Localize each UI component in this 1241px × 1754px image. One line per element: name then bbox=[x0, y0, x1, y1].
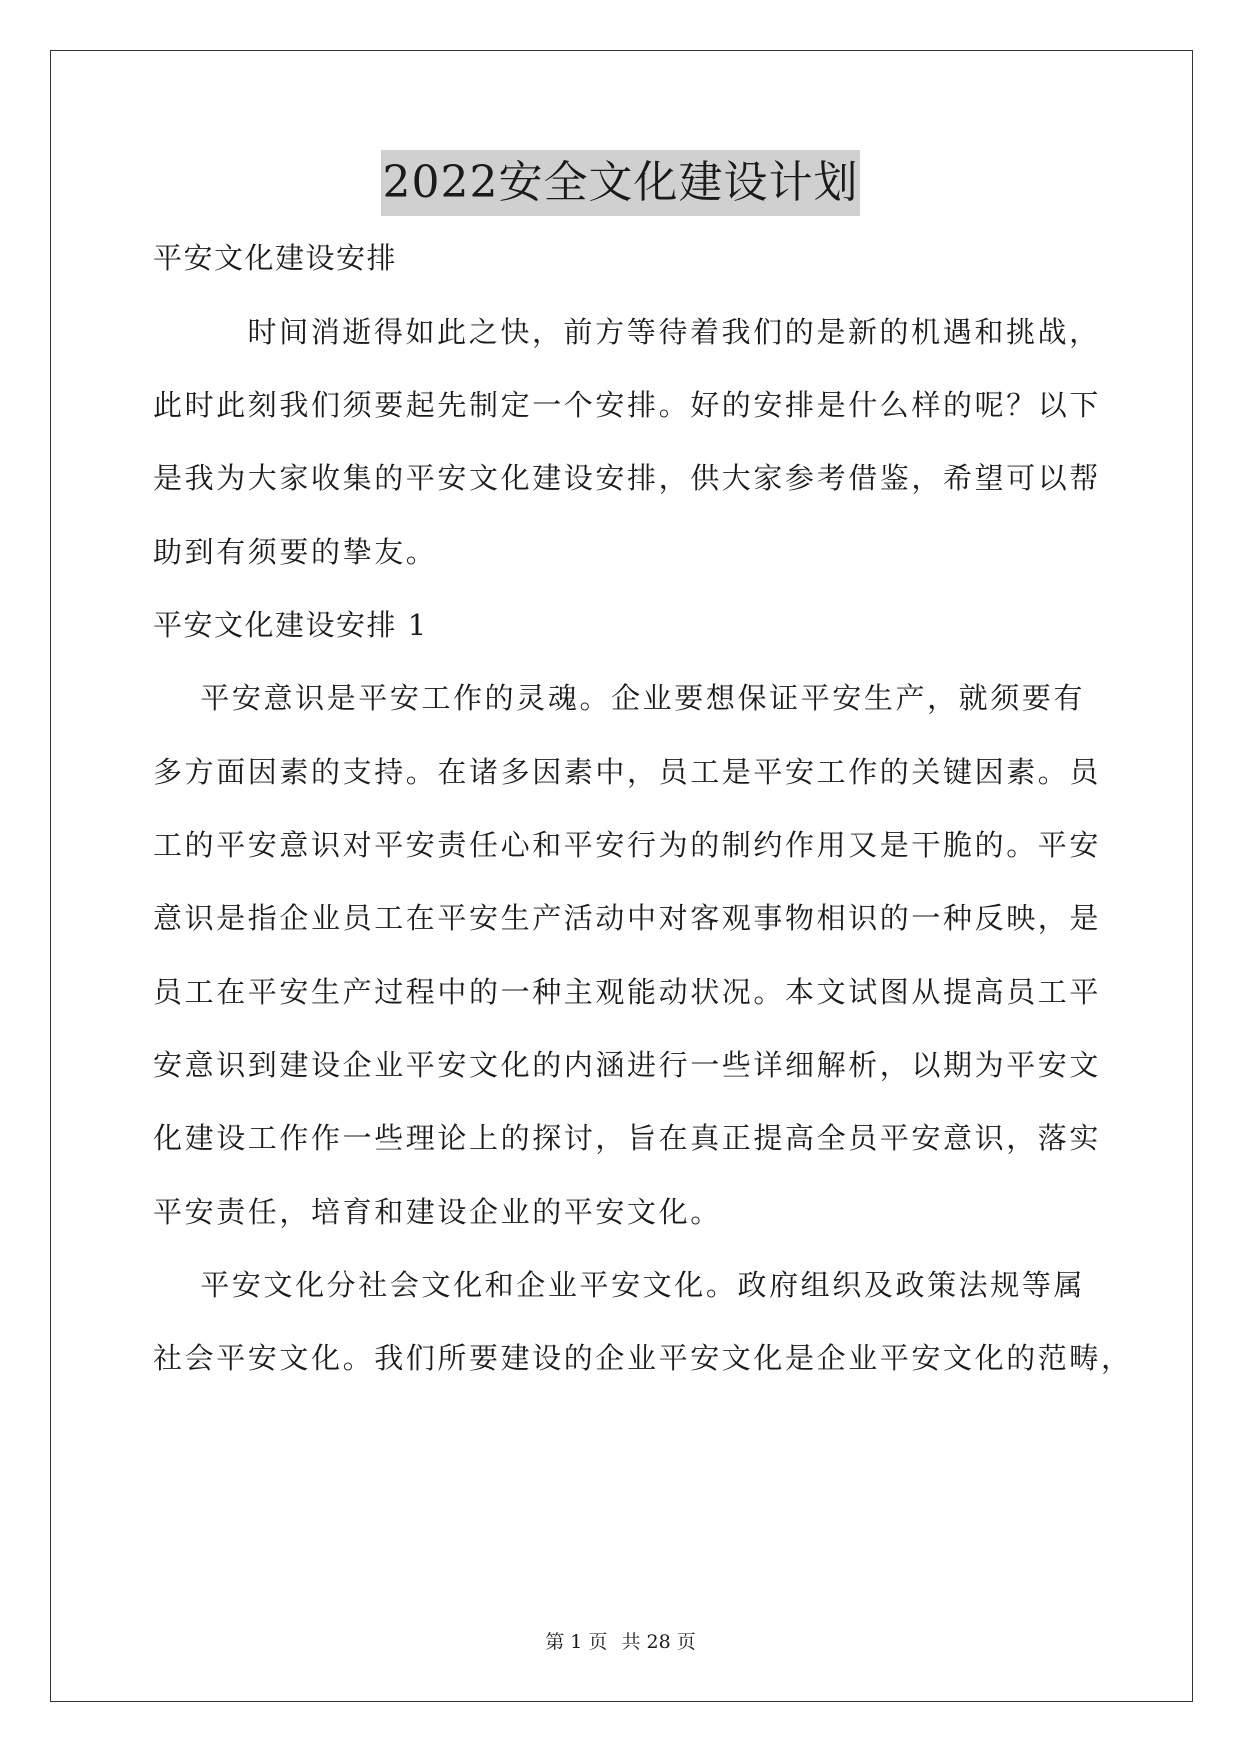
document-title-wrap bbox=[0, 150, 1241, 216]
paragraph-line: 此时此刻我们须要起先制定一个安排。好的安排是什么样的呢？以下 bbox=[153, 388, 1102, 422]
page-number: 第 1 页 bbox=[545, 1631, 608, 1653]
paragraph-line: 化建设工作作一些理论上的探讨，旨在真正提高全员平安意识，落实 bbox=[153, 1121, 1102, 1155]
section-heading: 平安文化建设安排 bbox=[153, 241, 398, 275]
paragraph-line: 助到有须要的挚友。 bbox=[153, 535, 438, 569]
paragraph-line: 平安文化分社会文化和企业平安文化。政府组织及政策法规等属 bbox=[153, 1268, 1086, 1302]
paragraph-line: 工的平安意识对平安责任心和平安行为的制约作用又是干脆的。平安 bbox=[153, 828, 1102, 862]
paragraph-line: 平安责任，培育和建设企业的平安文化。 bbox=[153, 1195, 722, 1229]
section-heading: 平安文化建设安排 1 bbox=[153, 608, 428, 642]
page-footer bbox=[0, 1630, 1241, 1654]
paragraph-line: 是我为大家收集的平安文化建设安排，供大家参考借鉴，希望可以帮 bbox=[153, 461, 1102, 495]
document-title: 2022安全文化建设计划 bbox=[381, 150, 861, 216]
paragraph-line: 意识是指企业员工在平安生产活动中对客观事物相识的一种反映，是 bbox=[153, 901, 1102, 935]
page-total: 共 28 页 bbox=[621, 1631, 696, 1653]
paragraph-line: 安意识到建设企业平安文化的内涵进行一些详细解析，以期为平安文 bbox=[153, 1048, 1102, 1082]
paragraph-line: 平安意识是平安工作的灵魂。企业要想保证平安生产，就须要有 bbox=[153, 681, 1086, 715]
paragraph-line: 员工在平安生产过程中的一种主观能动状况。本文试图从提高员工平 bbox=[153, 975, 1102, 1009]
page-border bbox=[50, 50, 1193, 1702]
paragraph-line: 社会平安文化。我们所要建设的企业平安文化是企业平安文化的范畴， bbox=[153, 1341, 1133, 1375]
paragraph-line: 时间消逝得如此之快，前方等待着我们的是新的机遇和挑战， bbox=[153, 315, 1101, 349]
paragraph-line: 多方面因素的支持。在诸多因素中，员工是平安工作的关键因素。员 bbox=[153, 755, 1102, 789]
